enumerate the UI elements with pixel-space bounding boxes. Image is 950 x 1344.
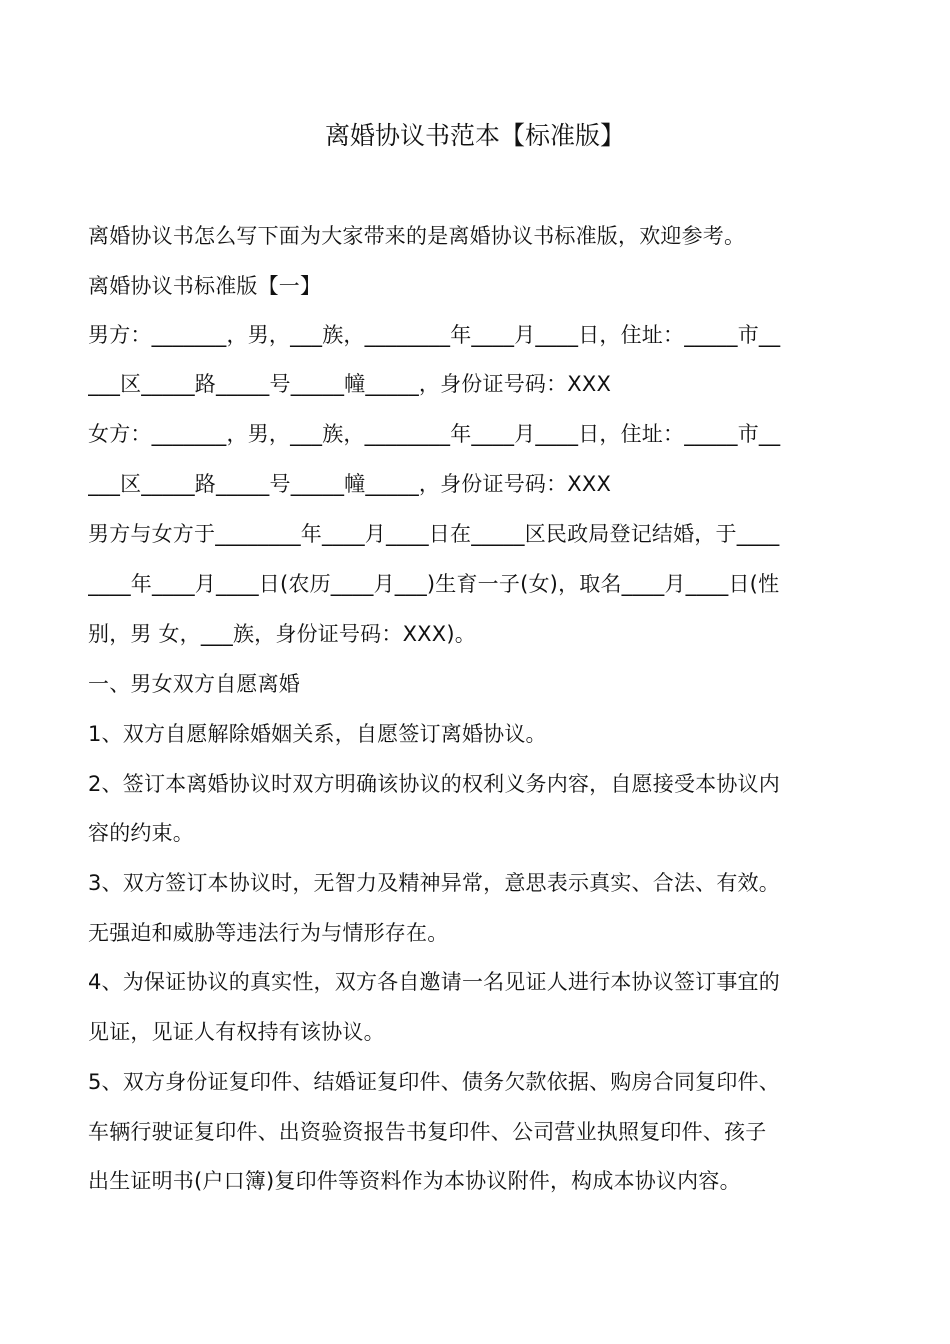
marriage-info-line: 男方与女方于________年____月____日在_____区民政局登记结婚，于____: [88, 522, 780, 546]
marriage-info-line: ____年____月____日(农历____月___)生育一子(女)，取名____月____日(性: [88, 572, 780, 596]
clause-item: 无强迫和威胁等违法行为与情形存在。: [88, 921, 449, 945]
clause-item: 5、双方身份证复印件、结婚证复印件、债务欠款依据、购房合同复印件、: [88, 1070, 780, 1094]
document-title: 离婚协议书范本【标准版】: [324, 121, 625, 150]
clause-item: 1、双方自愿解除婚姻关系，自愿签订离婚协议。: [88, 722, 547, 746]
marriage-info-line: 别，男 女，___族，身份证号码：XXX)。: [88, 622, 476, 646]
clause-item: 容的约束。: [88, 821, 194, 845]
husband-info-line: 男方：_______，男，___族，________年____月____日，住址：_____市__: [88, 323, 781, 347]
section-heading: 离婚协议书标准版【一】: [88, 274, 322, 298]
clause-heading: 一、男女双方自愿离婚: [88, 672, 300, 696]
clause-item: 见证，见证人有权持有该协议。: [88, 1020, 385, 1044]
husband-info-line: ___区_____路_____号_____幢_____，身份证号码：XXX: [88, 372, 612, 396]
clause-item: 3、双方签订本协议时，无智力及精神异常，意思表示真实、合法、有效。: [88, 871, 780, 895]
clause-item: 2、签订本离婚协议时双方明确该协议的权利义务内容，自愿接受本协议内: [88, 772, 780, 796]
clause-item: 4、为保证协议的真实性，双方各自邀请一名见证人进行本协议签订事宜的: [88, 970, 780, 994]
clause-item: 车辆行驶证复印件、出资验资报告书复印件、公司营业执照复印件、孩子: [88, 1120, 767, 1144]
clause-item: 出生证明书(户口簿)复印件等资料作为本协议附件，构成本协议内容。: [88, 1169, 741, 1193]
wife-info-line: ___区_____路_____号_____幢_____，身份证号码：XXX: [88, 472, 612, 496]
wife-info-line: 女方：_______，男，___族，________年____月____日，住址：_____市__: [88, 422, 781, 446]
intro-line: 离婚协议书怎么写下面为大家带来的是离婚协议书标准版，欢迎参考。: [88, 224, 746, 248]
